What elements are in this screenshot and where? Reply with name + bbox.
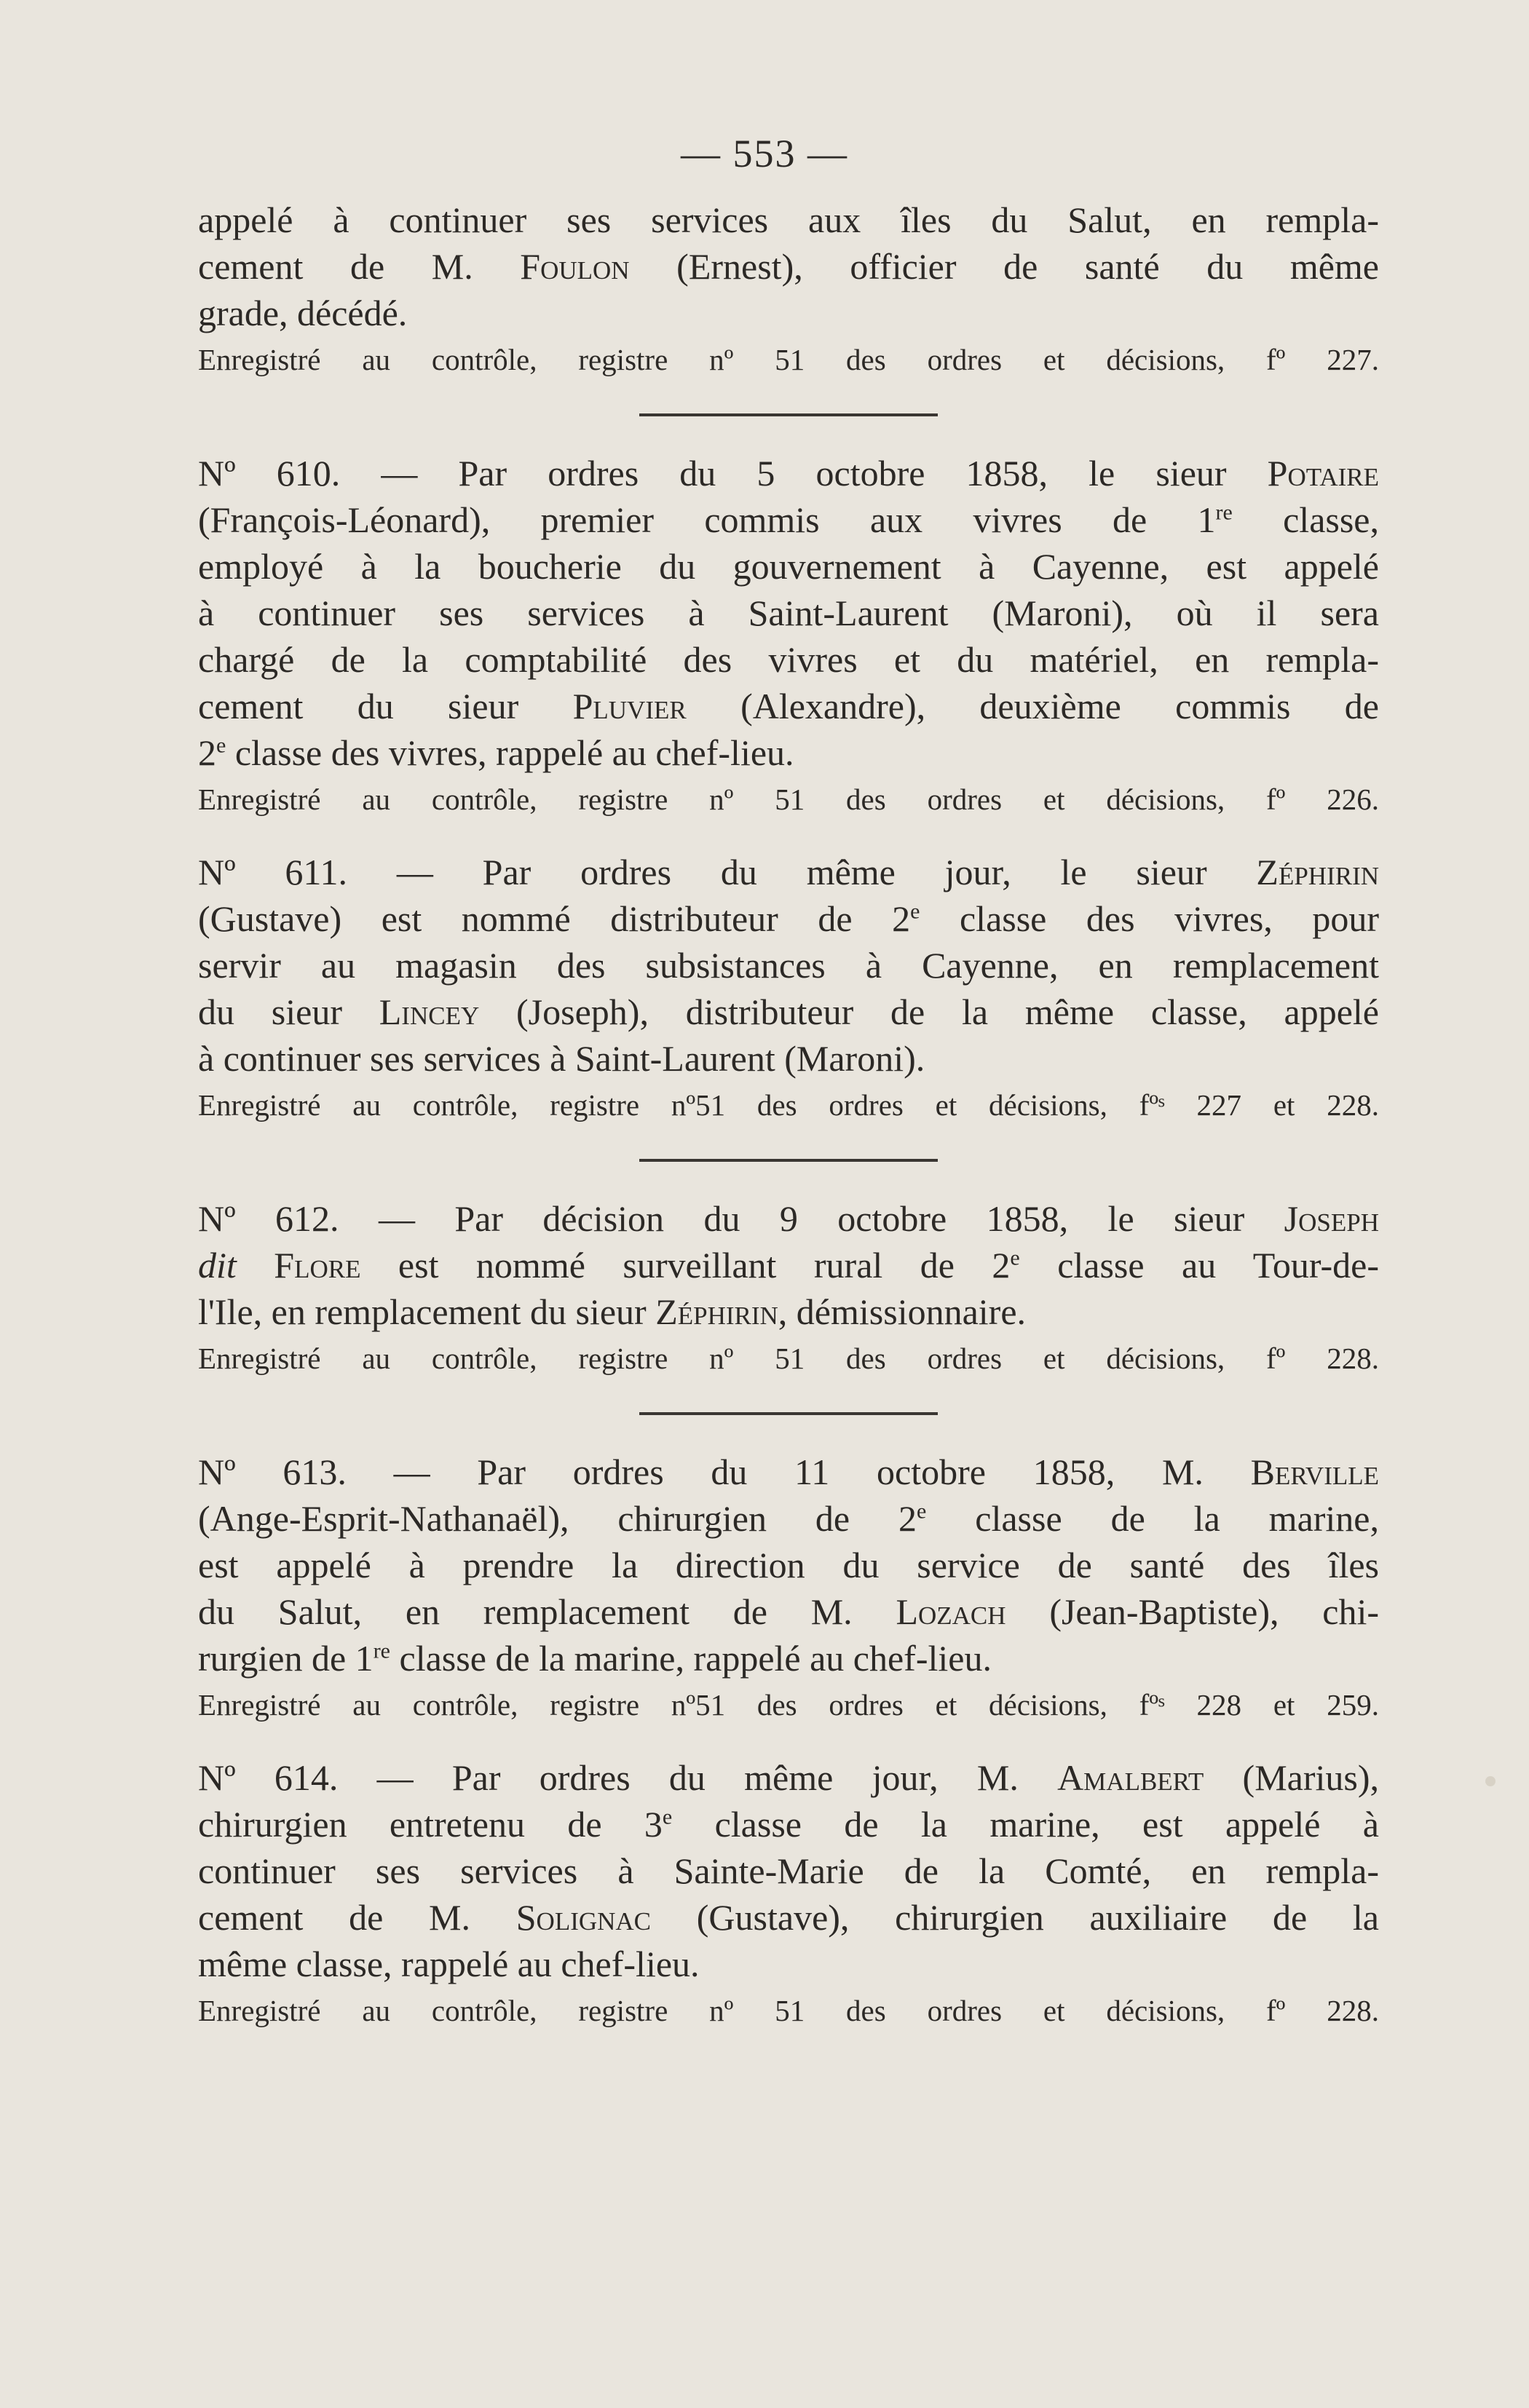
person-name: Flore [236, 1245, 361, 1286]
text-line [198, 989, 1379, 1035]
superscript: e [1010, 1245, 1020, 1270]
registration-note: Enregistré au contrôle, registre nº 51 des ordres et décisions, fº 228. [198, 1342, 1379, 1375]
text-column [198, 197, 1379, 2031]
text-run: (Joseph), distributeur de la même classe, appelé [479, 991, 1379, 1032]
person-name: Solignac [515, 1897, 652, 1938]
text-run: cement du sieur [198, 686, 573, 726]
superscript: e [216, 733, 226, 758]
registration-note: Enregistré au contrôle, registre nº51 des ordres et décisions, fºˢ 227 et 228. [198, 1088, 1379, 1122]
text-line: appelé à continuer ses services aux îles du Salut, en rempla- [198, 199, 1379, 240]
entry-612 [198, 1195, 1379, 1379]
entry-613 [198, 1449, 1379, 1725]
text-run: (Alexandre), deuxième commis de [686, 686, 1379, 726]
text-run: classe de la marine, rappelé au chef-lieu. [390, 1638, 992, 1679]
spacer [198, 820, 1379, 849]
text-run: (Ange-Esprit-Nathanaël), chirurgien de 2 [198, 1498, 917, 1539]
section-divider [639, 1412, 938, 1415]
text-run: Nº 612. — Par décision du 9 octobre 1858, le sieur [198, 1198, 1284, 1239]
text-run: du sieur [198, 991, 379, 1032]
text-line [198, 1195, 1379, 1242]
text-run: cement de M. [198, 246, 521, 287]
text-line [198, 849, 1379, 895]
person-name: Amalbert [1057, 1757, 1204, 1798]
text-line [198, 1588, 1379, 1635]
text-line [198, 1449, 1379, 1495]
text-run: 2 [198, 732, 216, 773]
registration-note: Enregistré au contrôle, registre nº 51 des ordres et décisions, fº 227. [198, 343, 1379, 376]
text-run: rurgien de 1 [198, 1638, 374, 1679]
text-line [198, 450, 1379, 496]
person-name: Lincey [379, 991, 480, 1032]
text-run: classe de la marine, [926, 1498, 1379, 1539]
text-line: grade, décédé. [198, 293, 408, 333]
text-line [198, 496, 1379, 543]
spacer [198, 1725, 1379, 1754]
entry-continuation [198, 197, 1379, 380]
paper-stain [1485, 1776, 1496, 1786]
text-line [198, 683, 1379, 729]
entry-614 [198, 1754, 1379, 2031]
text-line: à continuer ses services à Saint-Laurent (Maroni), où il sera [198, 593, 1379, 633]
person-name: Berville [1250, 1451, 1379, 1492]
text-run: classe au Tour-de- [1019, 1245, 1379, 1286]
text-line [198, 1894, 1379, 1941]
text-line: continuer ses services à Sainte-Marie de la Comté, en rempla- [198, 1850, 1379, 1891]
text-run: classe des vivres, rappelé au chef-lieu. [226, 732, 794, 773]
text-run: chirurgien entretenu de 3 [198, 1804, 663, 1845]
text-line: même classe, rappelé au chef-lieu. [198, 1944, 700, 1984]
text-line [198, 1242, 1379, 1288]
superscript: e [662, 1805, 673, 1829]
person-name: Lozach [896, 1591, 1006, 1632]
registration-note: Enregistré au contrôle, registre nº51 des ordres et décisions, fºˢ 228 et 259. [198, 1688, 1379, 1722]
superscript: e [917, 1499, 927, 1524]
superscript: e [910, 899, 920, 924]
text-line [198, 243, 1379, 290]
text-line: servir au magasin des subsistances à Cayenne, en remplacement [198, 945, 1379, 986]
text-run: Nº 613. — Par ordres du 11 octobre 1858, M. [198, 1451, 1251, 1492]
text-run: l'Ile, en remplacement du sieur [198, 1291, 656, 1332]
text-run: , démissionnaire. [778, 1291, 1027, 1332]
person-name: Zéphirin [1256, 852, 1379, 892]
superscript: re [1215, 500, 1233, 525]
italic-word: dit [198, 1245, 237, 1286]
text-run: (François-Léonard), premier commis aux vivres de 1 [198, 499, 1216, 540]
person-name: Pluvier [572, 686, 687, 726]
section-divider [639, 413, 938, 416]
text-run: classe, [1232, 499, 1379, 540]
text-line [198, 1754, 1379, 1801]
text-run: (Jean-Baptiste), chi- [1005, 1591, 1379, 1632]
text-run: classe des vivres, pour [920, 898, 1379, 939]
person-name: Joseph [1284, 1198, 1379, 1239]
text-line [198, 1288, 1379, 1335]
person-name: Potaire [1267, 453, 1379, 494]
person-name: Foulon [520, 246, 630, 287]
text-line [198, 1635, 1379, 1682]
text-run: cement de M. [198, 1897, 516, 1938]
text-line: chargé de la comptabilité des vivres et du matériel, en rempla- [198, 639, 1379, 680]
text-run: classe de la marine, est appelé à [672, 1804, 1379, 1845]
text-line [198, 1495, 1379, 1542]
entry-610 [198, 450, 1379, 820]
text-line: à continuer ses services à Saint-Laurent (Maroni). [198, 1038, 925, 1079]
text-run: Nº 611. — Par ordres du même jour, le sieur [198, 852, 1257, 892]
page-number: — 553 — [681, 132, 848, 175]
text-run: est nommé surveillant rural de 2 [360, 1245, 1011, 1286]
text-line: employé à la boucherie du gouvernement à Cayenne, est appelé [198, 546, 1379, 587]
registration-note: Enregistré au contrôle, registre nº 51 des ordres et décisions, fº 226. [198, 783, 1379, 816]
text-line: est appelé à prendre la direction du service de santé des îles [198, 1545, 1379, 1585]
text-run: du Salut, en remplacement de M. [198, 1591, 896, 1632]
text-run: (Ernest), officier de santé du même [629, 246, 1379, 287]
superscript: re [373, 1639, 390, 1663]
text-run: (Gustave), chirurgien auxiliaire de la [651, 1897, 1380, 1938]
text-run: Nº 614. — Par ordres du même jour, M. [198, 1757, 1058, 1798]
text-run: (Marius), [1204, 1757, 1379, 1798]
person-name: Zéphirin [655, 1291, 778, 1332]
entry-611 [198, 849, 1379, 1125]
text-run: Nº 610. — Par ordres du 5 octobre 1858, le sieur [198, 453, 1268, 494]
text-line [198, 1801, 1379, 1847]
text-line [198, 895, 1379, 942]
registration-note: Enregistré au contrôle, registre nº 51 des ordres et décisions, fº 228. [198, 1994, 1379, 2027]
section-divider [639, 1159, 938, 1162]
text-run: (Gustave) est nommé distributeur de 2 [198, 898, 911, 939]
text-line [198, 729, 1379, 776]
